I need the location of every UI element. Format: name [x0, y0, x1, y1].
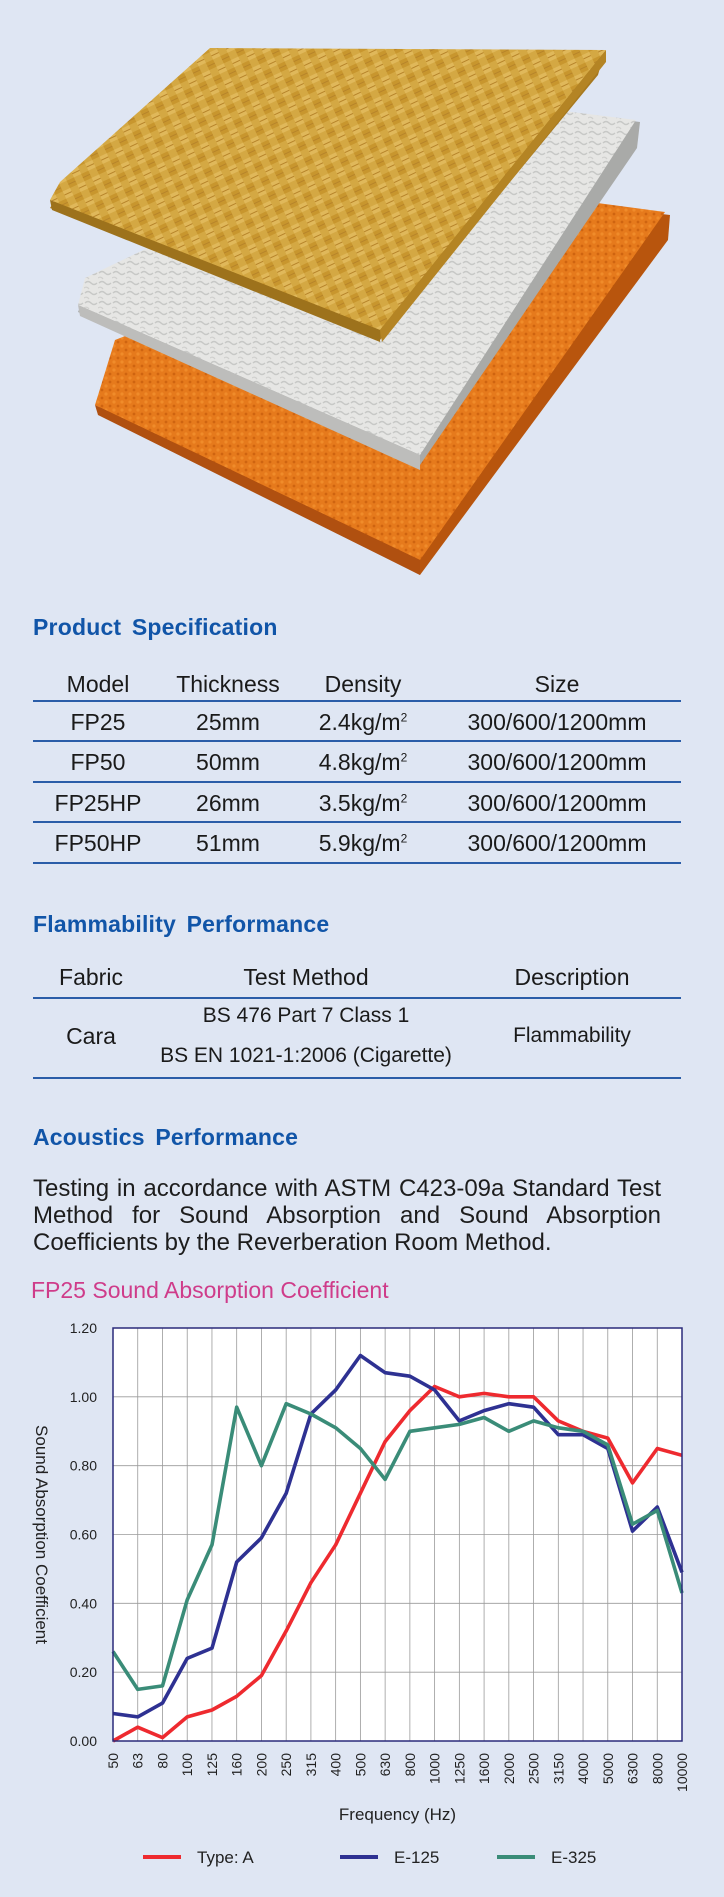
density-cell — [293, 742, 433, 783]
x-tick-label: 400 — [327, 1753, 344, 1777]
size-cell: 300/600/1200mm — [467, 708, 647, 735]
x-tick-label: 800 — [401, 1753, 418, 1777]
product-panels-image — [0, 0, 724, 600]
x-tick-label: 250 — [278, 1753, 295, 1777]
y-axis-ticks — [70, 1320, 97, 1749]
table-row — [33, 702, 681, 742]
x-tick-label: 8000 — [649, 1753, 666, 1785]
x-tick-label: 1600 — [476, 1753, 493, 1785]
x-tick-label: 10000 — [674, 1753, 690, 1792]
thickness-cell: 51mm — [196, 830, 260, 856]
chart-grid — [113, 1328, 682, 1741]
divider — [33, 740, 681, 742]
x-tick-label: 80 — [154, 1753, 171, 1769]
column-header-test-method: Test Method — [243, 964, 369, 990]
x-tick-label: 125 — [203, 1753, 220, 1777]
table-header-row — [33, 666, 681, 702]
x-tick-label: 315 — [302, 1753, 319, 1777]
density-superscript: 2 — [400, 709, 408, 724]
x-tick-label: 2500 — [525, 1753, 542, 1785]
flammability-table — [33, 959, 681, 1076]
legend-label: E-125 — [394, 1848, 440, 1867]
x-axis-label: Frequency (Hz) — [338, 1805, 457, 1824]
x-tick-label: 1000 — [426, 1753, 443, 1785]
y-tick-label: 0.40 — [69, 1595, 97, 1612]
density-value: 2.4kg/m — [318, 708, 401, 735]
density-superscript: 2 — [400, 790, 408, 805]
x-tick-label: 4000 — [575, 1753, 592, 1785]
divider — [33, 781, 681, 783]
x-tick-label: 6300 — [624, 1753, 641, 1785]
chart-legend — [143, 1848, 596, 1867]
divider — [33, 821, 681, 823]
table-row — [33, 783, 681, 823]
x-tick-label: 2000 — [500, 1753, 517, 1785]
x-tick-label: 50 — [105, 1753, 121, 1769]
model-cell: FP25 — [70, 708, 126, 735]
product-spec-heading: Product Specification — [33, 614, 278, 640]
column-header-fabric: Fabric — [59, 964, 123, 990]
density-value: 5.9kg/m — [318, 830, 401, 856]
thickness-cell: 50mm — [196, 749, 260, 775]
density-cell — [293, 702, 433, 742]
description-cell: Flammability — [513, 1024, 631, 1047]
table-row — [33, 996, 681, 1036]
x-tick-label: 500 — [352, 1753, 369, 1777]
model-cell: FP50 — [70, 749, 126, 775]
y-tick-label: 1.20 — [69, 1320, 97, 1336]
density-superscript: 2 — [400, 750, 408, 765]
table-header-row — [33, 959, 681, 996]
test-method-cell: BS EN 1021-1:2006 (Cigarette) — [160, 1044, 452, 1067]
column-header-model: Model — [66, 670, 130, 697]
x-axis-ticks — [105, 1753, 690, 1792]
column-header-description: Description — [514, 964, 630, 990]
divider — [33, 862, 681, 864]
acoustics-heading: Acoustics Performance — [33, 1124, 299, 1150]
column-header-thickness: Thickness — [176, 670, 280, 697]
density-superscript: 2 — [400, 831, 408, 846]
column-header-density: Density — [324, 670, 402, 697]
y-tick-label: 0.00 — [69, 1733, 97, 1749]
y-axis-label: Sound Absorption Coefficient — [32, 1425, 51, 1644]
x-tick-label: 630 — [377, 1753, 394, 1777]
density-cell — [293, 823, 433, 864]
x-tick-label: 100 — [179, 1753, 196, 1777]
x-tick-label: 160 — [228, 1753, 245, 1777]
y-tick-label: 1.00 — [69, 1388, 97, 1405]
x-tick-label: 63 — [129, 1753, 146, 1769]
legend-label: E-325 — [551, 1848, 597, 1867]
model-cell: FP25HP — [54, 789, 142, 816]
x-tick-label: 200 — [253, 1753, 270, 1777]
size-cell: 300/600/1200mm — [467, 749, 647, 775]
y-tick-label: 0.60 — [69, 1526, 97, 1543]
x-tick-label: 5000 — [599, 1753, 616, 1785]
density-cell — [293, 783, 433, 823]
model-cell: FP50HP — [54, 830, 142, 856]
column-header-size: Size — [534, 670, 580, 697]
table-row — [33, 742, 681, 783]
density-value: 3.5kg/m — [318, 789, 401, 816]
size-cell: 300/600/1200mm — [467, 789, 647, 816]
divider — [33, 700, 681, 702]
test-method-cell: BS 476 Part 7 Class 1 — [202, 1004, 410, 1027]
legend-label: Type: A — [197, 1848, 254, 1867]
acoustics-paragraph: Testing in accordance with ASTM C423-09a Standard Test Method for Sound Absorption and Sound Absorption Coefficients by the Reverberation Room Method. — [33, 1175, 661, 1256]
fabric-cell: Cara — [66, 1022, 116, 1049]
density-value: 4.8kg/m — [318, 749, 401, 775]
x-tick-label: 1250 — [451, 1753, 468, 1785]
chart-title: FP25 Sound Absorption Coefficient — [31, 1277, 389, 1303]
y-tick-label: 0.20 — [69, 1664, 97, 1681]
table-row — [33, 823, 681, 864]
y-tick-label: 0.80 — [69, 1457, 97, 1474]
flammability-heading: Flammability Performance — [33, 911, 330, 937]
product-spec-table — [33, 666, 681, 864]
x-tick-label: 3150 — [550, 1753, 567, 1785]
size-cell: 300/600/1200mm — [467, 830, 647, 856]
sound-absorption-chart — [0, 1300, 724, 1897]
divider — [33, 997, 681, 999]
divider — [33, 1077, 681, 1079]
thickness-cell: 26mm — [196, 789, 260, 816]
thickness-cell: 25mm — [196, 708, 260, 735]
